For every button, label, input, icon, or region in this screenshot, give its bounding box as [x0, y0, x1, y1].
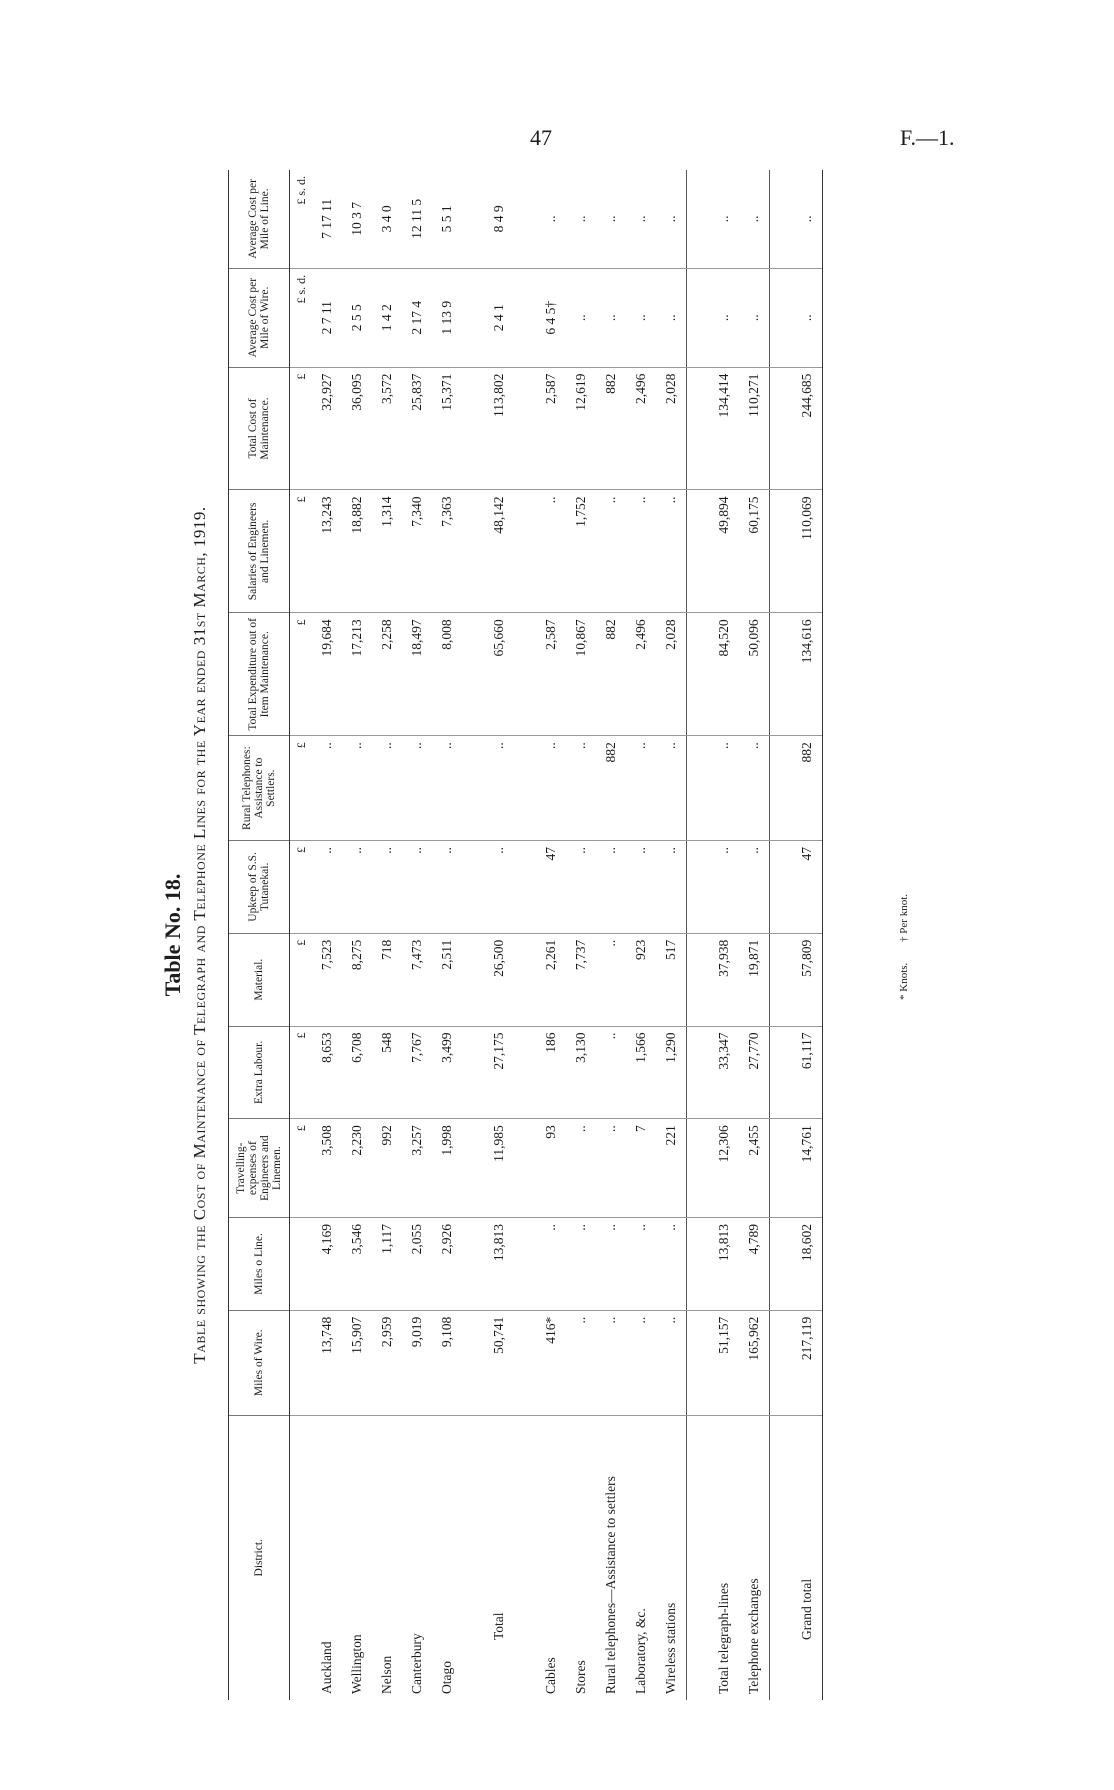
spacer-cell: [462, 1119, 484, 1218]
district-cell: Laboratory, &c.: [633, 1608, 649, 1694]
value-cell: 7,340: [402, 490, 432, 613]
value-cell: 37,938: [709, 933, 739, 1026]
value-cell: 33,347: [709, 1026, 739, 1119]
value-cell: 10 3 7: [342, 170, 372, 268]
district-cell: Cables: [543, 1657, 559, 1694]
table-row: [484, 170, 514, 1700]
district-cell: Wireless stations: [663, 1602, 679, 1694]
spacer-cell: [514, 170, 536, 268]
spacer-cell: [462, 490, 484, 613]
col-total-expenditure: Total Expenditure out of Item Maintenance.: [229, 613, 290, 736]
col-avg-line: Average Cost per Mile of Line.: [229, 170, 290, 268]
spacer-cell: [687, 1310, 710, 1415]
value-cell: 3,572: [372, 367, 402, 490]
value-cell: 93: [536, 1119, 566, 1218]
unit-cell: £: [290, 1119, 313, 1218]
value-cell: 15,371: [432, 367, 462, 490]
value-cell: 2,055: [402, 1218, 432, 1311]
district-cell: Otago: [439, 1661, 455, 1694]
value-cell: ..: [596, 841, 626, 934]
unit-cell: [290, 1415, 313, 1700]
value-cell: 11,985: [484, 1119, 514, 1218]
value-cell: ..: [709, 268, 739, 367]
value-cell: 1,314: [372, 490, 402, 613]
district-cell: Wellington: [349, 1634, 365, 1694]
value-cell: 7,767: [402, 1026, 432, 1119]
table-row: [656, 170, 687, 1700]
value-cell: 18,497: [402, 613, 432, 736]
table-row: [342, 170, 372, 1700]
value-cell: ..: [596, 1026, 626, 1119]
value-cell: 113,802: [484, 367, 514, 490]
value-cell: 217,119: [792, 1310, 823, 1415]
value-cell: ..: [596, 268, 626, 367]
value-cell: ..: [402, 841, 432, 934]
spacer-cell: [514, 933, 536, 1026]
spacer-cell: [462, 613, 484, 736]
district-cell: Grand total: [792, 1415, 823, 1700]
value-cell: ..: [656, 1218, 687, 1311]
col-miles-line: Miles o Line.: [229, 1218, 290, 1311]
table-row: [402, 170, 432, 1700]
units-row: [290, 170, 313, 1700]
value-cell: ..: [709, 170, 739, 268]
spacer-cell: [514, 1026, 536, 1119]
spacer-cell: [687, 1026, 710, 1119]
value-cell: 2,258: [372, 613, 402, 736]
value-cell: ..: [626, 1218, 656, 1311]
value-cell: ..: [709, 736, 739, 841]
value-cell: 416*: [536, 1310, 566, 1415]
value-cell: 13,243: [312, 490, 342, 613]
value-cell: 27,175: [484, 1026, 514, 1119]
value-cell: 9,019: [402, 1310, 432, 1415]
value-cell: 1,998: [432, 1119, 462, 1218]
value-cell: 110,271: [739, 367, 770, 490]
unit-cell: [290, 1218, 313, 1311]
value-cell: 1,752: [566, 490, 596, 613]
spacer-cell: [514, 490, 536, 613]
spacer-cell: [687, 170, 710, 268]
col-rural: Rural Telephones: Assistance to Settlers.: [229, 736, 290, 841]
spacer-cell: [462, 367, 484, 490]
spacer-cell: [687, 490, 710, 613]
value-cell: ..: [566, 268, 596, 367]
spacer-cell: [770, 1026, 793, 1119]
value-cell: ..: [372, 841, 402, 934]
value-cell: 57,809: [792, 933, 823, 1026]
value-cell: 4,169: [312, 1218, 342, 1311]
spacer-cell: [462, 268, 484, 367]
value-cell: ..: [484, 841, 514, 934]
value-cell: ..: [566, 170, 596, 268]
value-cell: ..: [596, 933, 626, 1026]
value-cell: ..: [312, 841, 342, 934]
value-cell: 8,275: [342, 933, 372, 1026]
page-number: 47: [530, 125, 552, 150]
value-cell: 18,882: [342, 490, 372, 613]
value-cell: 882: [792, 736, 823, 841]
spacer-cell: [687, 1218, 710, 1311]
value-cell: ..: [792, 268, 823, 367]
value-cell: ..: [596, 170, 626, 268]
unit-cell: £: [290, 933, 313, 1026]
value-cell: ..: [342, 736, 372, 841]
value-cell: ..: [566, 736, 596, 841]
value-cell: ..: [342, 841, 372, 934]
value-cell: 882: [596, 367, 626, 490]
table-row: [739, 170, 770, 1700]
value-cell: 6 4 5†: [536, 268, 566, 367]
value-cell: 7,473: [402, 933, 432, 1026]
value-cell: 14,761: [792, 1119, 823, 1218]
value-cell: 2,261: [536, 933, 566, 1026]
spacer-row: [770, 170, 793, 1700]
spacer-cell: [514, 736, 536, 841]
value-cell: 1 4 2: [372, 268, 402, 367]
value-cell: 923: [626, 933, 656, 1026]
value-cell: 2,511: [432, 933, 462, 1026]
value-cell: 134,414: [709, 367, 739, 490]
spacer-cell: [770, 841, 793, 934]
spacer-cell: [514, 1218, 536, 1311]
unit-cell: £: [290, 841, 313, 934]
value-cell: 2 7 11: [312, 268, 342, 367]
col-extra-labour: Extra Labour.: [229, 1026, 290, 1119]
value-cell: ..: [566, 1119, 596, 1218]
value-cell: 61,117: [792, 1026, 823, 1119]
value-cell: ..: [566, 1218, 596, 1311]
unit-cell: £: [290, 367, 313, 490]
spacer-cell: [770, 1415, 793, 1700]
value-cell: 1,290: [656, 1026, 687, 1119]
col-district: District.: [229, 1415, 290, 1700]
value-cell: 2,455: [739, 1119, 770, 1218]
spacer-row: [687, 170, 710, 1700]
value-cell: 60,175: [739, 490, 770, 613]
spacer-cell: [514, 841, 536, 934]
table-row: [792, 170, 823, 1700]
unit-cell: £: [290, 613, 313, 736]
value-cell: 134,616: [792, 613, 823, 736]
col-avg-wire: Average Cost per Mile of Wire.: [229, 268, 290, 367]
value-cell: 2,926: [432, 1218, 462, 1311]
district-cell: Auckland: [319, 1641, 335, 1694]
value-cell: 12,306: [709, 1119, 739, 1218]
value-cell: ..: [739, 170, 770, 268]
value-cell: ..: [536, 1218, 566, 1311]
value-cell: 718: [372, 933, 402, 1026]
value-cell: 2,028: [656, 367, 687, 490]
footnote: [898, 876, 910, 1000]
spacer-cell: [462, 933, 484, 1026]
value-cell: 7 17 11: [312, 170, 342, 268]
spacer-cell: [462, 841, 484, 934]
unit-cell: £ s. d.: [290, 170, 313, 268]
value-cell: ..: [656, 268, 687, 367]
value-cell: 84,520: [709, 613, 739, 736]
spacer-cell: [514, 367, 536, 490]
value-cell: 2 5 5: [342, 268, 372, 367]
value-cell: ..: [656, 1310, 687, 1415]
value-cell: 19,684: [312, 613, 342, 736]
value-cell: ..: [626, 490, 656, 613]
value-cell: 47: [792, 841, 823, 934]
value-cell: 517: [656, 933, 687, 1026]
value-cell: 548: [372, 1026, 402, 1119]
col-miles-wire: Miles of Wire.: [229, 1310, 290, 1415]
value-cell: 51,157: [709, 1310, 739, 1415]
value-cell: 8,653: [312, 1026, 342, 1119]
unit-cell: [290, 1310, 313, 1415]
value-cell: ..: [656, 170, 687, 268]
value-cell: 18,602: [792, 1218, 823, 1311]
value-cell: ..: [656, 490, 687, 613]
value-cell: 1,566: [626, 1026, 656, 1119]
value-cell: 3 4 0: [372, 170, 402, 268]
district-cell: Canterbury: [409, 1633, 425, 1694]
value-cell: ..: [372, 736, 402, 841]
value-cell: ..: [792, 170, 823, 268]
value-cell: ..: [432, 736, 462, 841]
spacer-cell: [770, 367, 793, 490]
value-cell: 12,619: [566, 367, 596, 490]
table-row: [536, 170, 566, 1700]
value-cell: 221: [656, 1119, 687, 1218]
table-number: Table No. 18.: [160, 873, 185, 997]
district-cell: Total telegraph-lines: [716, 1582, 732, 1694]
value-cell: 186: [536, 1026, 566, 1119]
value-cell: ..: [566, 841, 596, 934]
value-cell: 27,770: [739, 1026, 770, 1119]
value-cell: 6,708: [342, 1026, 372, 1119]
spacer-cell: [770, 736, 793, 841]
value-cell: ..: [626, 268, 656, 367]
value-cell: ..: [739, 268, 770, 367]
value-cell: 48,142: [484, 490, 514, 613]
value-cell: 50,741: [484, 1310, 514, 1415]
district-cell: Nelson: [379, 1655, 395, 1694]
value-cell: 36,095: [342, 367, 372, 490]
page-reference: F.—1.: [900, 125, 955, 150]
footnote-knots: * Knots.: [898, 962, 910, 1000]
value-cell: ..: [484, 736, 514, 841]
table-row: [566, 170, 596, 1700]
value-cell: 3,499: [432, 1026, 462, 1119]
rotated-table-block: [160, 170, 940, 1700]
col-total-cost: Total Cost of Maintenance.: [229, 367, 290, 490]
table-caption: Table showing the Cost of Maintenance of Telegraph and Telephone Lines for the Year ended 31st March, 1919.: [190, 506, 209, 1364]
value-cell: ..: [626, 841, 656, 934]
spacer-cell: [514, 268, 536, 367]
value-cell: 5 5 1: [432, 170, 462, 268]
value-cell: 882: [596, 736, 626, 841]
spacer-cell: [514, 1310, 536, 1415]
value-cell: ..: [312, 736, 342, 841]
spacer-cell: [687, 1415, 710, 1700]
value-cell: ..: [626, 1310, 656, 1415]
spacer-row: [514, 170, 536, 1700]
spacer-cell: [687, 613, 710, 736]
district-cell: Rural telephones—Assistance to settlers: [603, 1476, 619, 1694]
value-cell: 13,813: [709, 1218, 739, 1311]
spacer-cell: [514, 1119, 536, 1218]
value-cell: 7,737: [566, 933, 596, 1026]
value-cell: 3,130: [566, 1026, 596, 1119]
value-cell: 25,837: [402, 367, 432, 490]
value-cell: 7,523: [312, 933, 342, 1026]
value-cell: 2,959: [372, 1310, 402, 1415]
value-cell: ..: [709, 841, 739, 934]
value-cell: 50,096: [739, 613, 770, 736]
maintenance-cost-table: [228, 170, 823, 1700]
value-cell: 49,894: [709, 490, 739, 613]
value-cell: 10,867: [566, 613, 596, 736]
value-cell: 110,069: [792, 490, 823, 613]
col-salaries: Salaries of Engineers and Linemen.: [229, 490, 290, 613]
spacer-cell: [770, 268, 793, 367]
spacer-cell: [770, 170, 793, 268]
spacer-cell: [687, 841, 710, 934]
value-cell: 19,871: [739, 933, 770, 1026]
table-row: [312, 170, 342, 1700]
value-cell: 244,685: [792, 367, 823, 490]
value-cell: 13,748: [312, 1310, 342, 1415]
value-cell: 2 17 4: [402, 268, 432, 367]
spacer-cell: [687, 736, 710, 841]
col-material: Material.: [229, 933, 290, 1026]
value-cell: 8,008: [432, 613, 462, 736]
spacer-cell: [462, 170, 484, 268]
spacer-cell: [770, 490, 793, 613]
value-cell: 3,257: [402, 1119, 432, 1218]
value-cell: 47: [536, 841, 566, 934]
table-row: [626, 170, 656, 1700]
unit-cell: £: [290, 490, 313, 613]
value-cell: ..: [536, 736, 566, 841]
spacer-cell: [687, 933, 710, 1026]
header-row: [229, 170, 290, 1700]
value-cell: 2,587: [536, 367, 566, 490]
value-cell: 32,927: [312, 367, 342, 490]
value-cell: 8 4 9: [484, 170, 514, 268]
value-cell: 15,907: [342, 1310, 372, 1415]
spacer-cell: [770, 1310, 793, 1415]
value-cell: ..: [739, 841, 770, 934]
value-cell: ..: [402, 736, 432, 841]
col-upkeep: Upkeep of S.S. Tutanekai.: [229, 841, 290, 934]
value-cell: ..: [739, 736, 770, 841]
value-cell: 65,660: [484, 613, 514, 736]
value-cell: 26,500: [484, 933, 514, 1026]
spacer-cell: [514, 613, 536, 736]
spacer-cell: [687, 367, 710, 490]
value-cell: 2,496: [626, 613, 656, 736]
spacer-cell: [770, 613, 793, 736]
value-cell: 7,363: [432, 490, 462, 613]
value-cell: 165,962: [739, 1310, 770, 1415]
value-cell: ..: [596, 1119, 626, 1218]
spacer-cell: [462, 1026, 484, 1119]
value-cell: ..: [432, 841, 462, 934]
spacer-cell: [462, 1310, 484, 1415]
spacer-cell: [770, 1218, 793, 1311]
value-cell: 3,508: [312, 1119, 342, 1218]
value-cell: 1,117: [372, 1218, 402, 1311]
unit-cell: £: [290, 1026, 313, 1119]
col-travelling: Travelling-expenses of Engineers and Linemen.: [229, 1119, 290, 1218]
district-cell: Telephone exchanges: [746, 1578, 762, 1694]
spacer-row: [462, 170, 484, 1700]
spacer-cell: [687, 1119, 710, 1218]
value-cell: 2,587: [536, 613, 566, 736]
spacer-cell: [770, 1119, 793, 1218]
value-cell: 992: [372, 1119, 402, 1218]
value-cell: ..: [566, 1310, 596, 1415]
value-cell: 2,496: [626, 367, 656, 490]
value-cell: ..: [656, 841, 687, 934]
footnote-per-knot: † Per knot.: [898, 893, 910, 942]
value-cell: 13,813: [484, 1218, 514, 1311]
value-cell: ..: [626, 170, 656, 268]
value-cell: 1 13 9: [432, 268, 462, 367]
value-cell: ..: [536, 170, 566, 268]
spacer-cell: [462, 1218, 484, 1311]
table-row: [596, 170, 626, 1700]
spacer-cell: [462, 1415, 484, 1700]
value-cell: 882: [596, 613, 626, 736]
value-cell: 4,789: [739, 1218, 770, 1311]
value-cell: 3,546: [342, 1218, 372, 1311]
value-cell: 7: [626, 1119, 656, 1218]
value-cell: 2 4 1: [484, 268, 514, 367]
value-cell: ..: [656, 736, 687, 841]
table-row: [709, 170, 739, 1700]
table-row: [372, 170, 402, 1700]
table-row: [432, 170, 462, 1700]
district-cell: Stores: [573, 1660, 589, 1694]
value-cell: 17,213: [342, 613, 372, 736]
value-cell: ..: [596, 490, 626, 613]
unit-cell: £: [290, 736, 313, 841]
value-cell: ..: [626, 736, 656, 841]
table-body: [290, 170, 823, 1700]
spacer-cell: [514, 1415, 536, 1700]
unit-cell: £ s. d.: [290, 268, 313, 367]
district-cell: Total: [491, 1612, 507, 1640]
value-cell: 2,028: [656, 613, 687, 736]
spacer-cell: [462, 736, 484, 841]
value-cell: ..: [596, 1218, 626, 1311]
value-cell: 9,108: [432, 1310, 462, 1415]
spacer-cell: [687, 268, 710, 367]
value-cell: 2,230: [342, 1119, 372, 1218]
value-cell: 12 11 5: [402, 170, 432, 268]
value-cell: ..: [536, 490, 566, 613]
value-cell: ..: [596, 1310, 626, 1415]
spacer-cell: [770, 933, 793, 1026]
